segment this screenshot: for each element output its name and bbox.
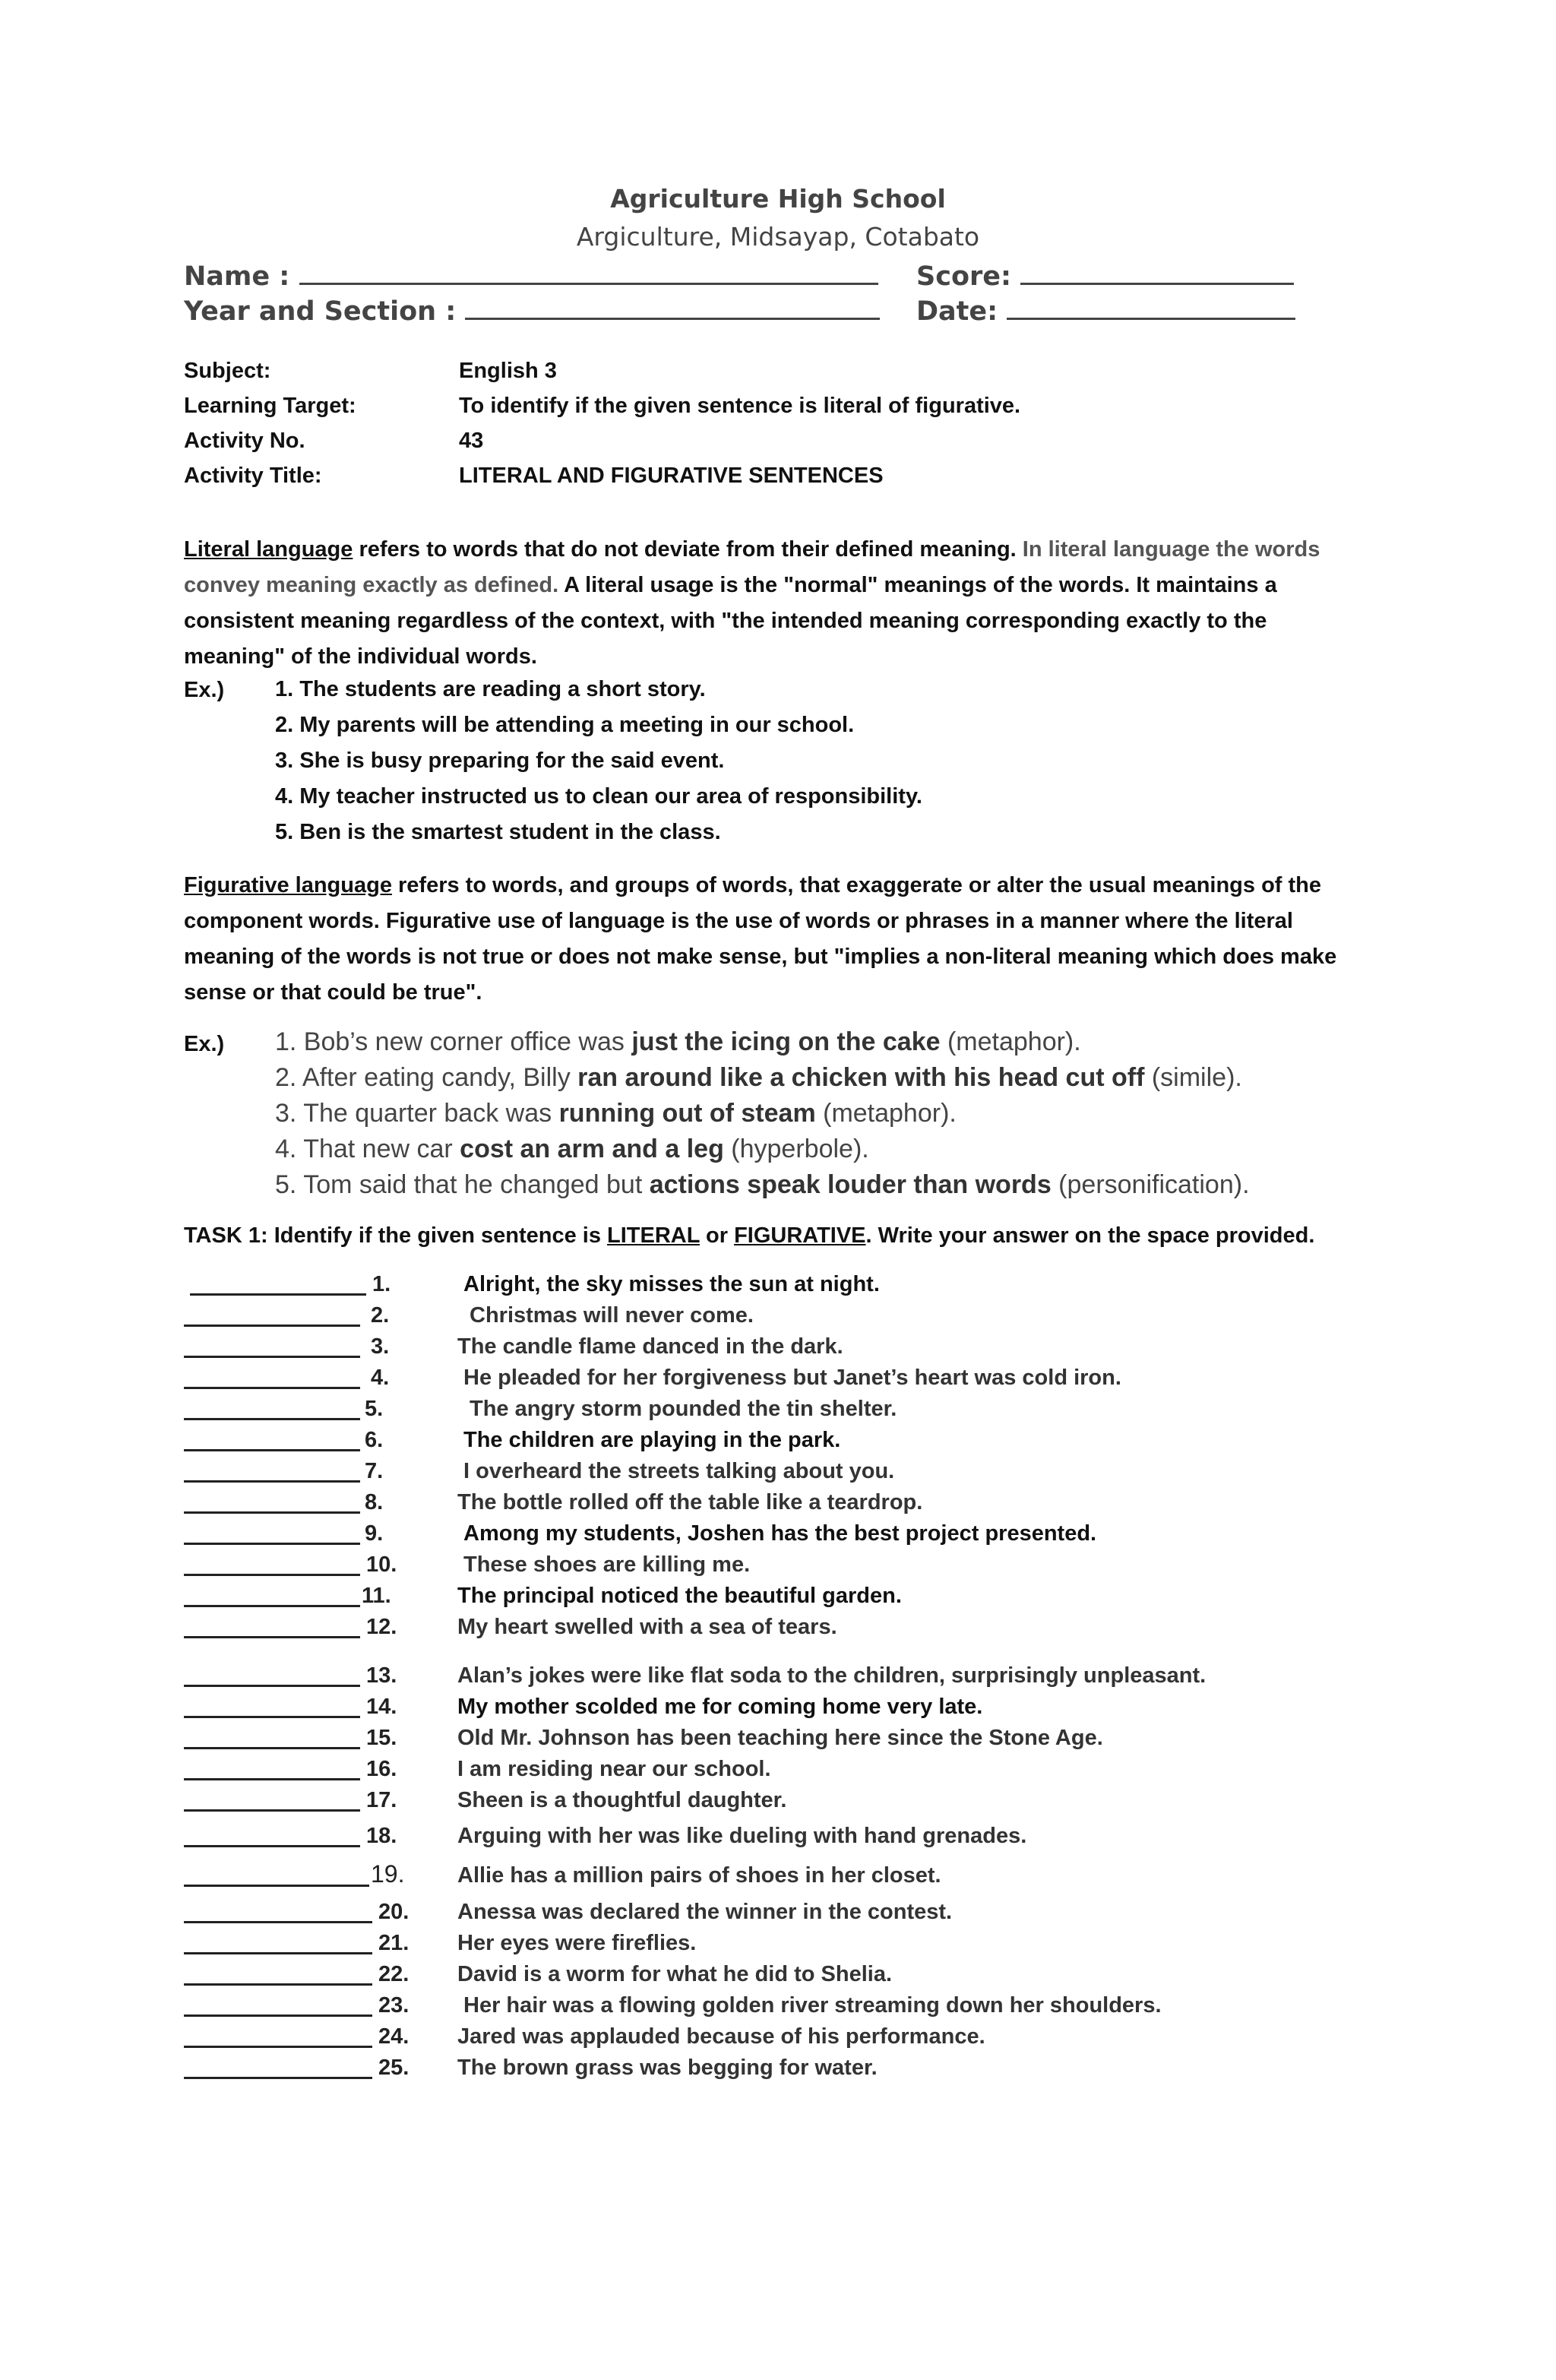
question-row xyxy=(184,1993,1399,2022)
task-instructions xyxy=(184,1223,1399,1249)
question-row xyxy=(184,1860,1399,1892)
answer-line[interactable] xyxy=(190,1293,366,1296)
literal-text-continued: A literal usage is the "normal" meanings of the words. It maintains a consistent meaning regardless of the context, with "the intended meaning corresponding exactly to the meaning" of the individual words. xyxy=(184,573,1277,669)
answer-line[interactable] xyxy=(184,1387,360,1389)
question-row xyxy=(184,1900,1399,1929)
answer-line[interactable] xyxy=(184,2077,372,2079)
literal-ex-label: Ex.) xyxy=(184,678,225,702)
literal-examples xyxy=(275,672,1369,850)
figurative-text: refers to words, and groups of words, that exaggerate or alter the usual meanings of the component words. Figurative use of language is the use of words or phrases in a manner where the literal meaning of the words is not true or does not make sense, but "implies a non-literal meaning which does make sense or that could be true". xyxy=(184,873,1337,1005)
answer-line[interactable] xyxy=(184,1845,360,1847)
answer-line[interactable] xyxy=(184,1778,360,1780)
question-text: He pleaded for her forgiveness but Janet’s heart was cold iron. xyxy=(463,1366,1121,1390)
question-text: Her hair was a flowing golden river streaming down her shoulders. xyxy=(463,1993,1162,2018)
list-item xyxy=(275,1096,1384,1131)
question-row xyxy=(184,1552,1399,1581)
question-number: 7. xyxy=(365,1459,384,1483)
question-text: The children are playing in the park. xyxy=(463,1428,841,1452)
info-row-activity-title xyxy=(184,464,1369,494)
answer-line[interactable] xyxy=(184,1480,360,1483)
question-row xyxy=(184,1428,1399,1457)
info-label: Learning Target: xyxy=(184,394,356,418)
example-type: (metaphor). xyxy=(815,1099,957,1128)
question-text: Anessa was declared the winner in the contest. xyxy=(457,1900,953,1924)
date-blank[interactable] xyxy=(1007,293,1295,320)
question-text: Alan’s jokes were like flat soda to the children, surprisingly unpleasant. xyxy=(457,1663,1207,1688)
question-text: The angry storm pounded the tin shelter. xyxy=(470,1397,897,1421)
question-text: David is a worm for what he did to Shelia. xyxy=(457,1962,893,1986)
question-row xyxy=(184,1824,1399,1853)
score-label: Score: xyxy=(916,261,1011,292)
question-row xyxy=(184,1521,1399,1550)
question-number: 21. xyxy=(378,1931,410,1955)
answer-line[interactable] xyxy=(184,1983,372,1986)
question-number: 14. xyxy=(366,1695,397,1719)
question-text: My mother scolded me for coming home very late. xyxy=(457,1695,983,1719)
year-section-label: Year and Section : xyxy=(184,296,457,327)
example-text: 1. Bob’s new corner office was xyxy=(275,1027,632,1056)
info-value: English 3 xyxy=(459,359,557,383)
literal-term: Literal language xyxy=(184,537,353,562)
question-text: The bottle rolled off the table like a teardrop. xyxy=(457,1490,923,1514)
answer-line[interactable] xyxy=(184,2014,372,2017)
figurative-term: Figurative language xyxy=(184,873,392,897)
question-text: My heart swelled with a sea of tears. xyxy=(457,1615,837,1639)
name-field[interactable] xyxy=(184,258,878,292)
answer-line[interactable] xyxy=(184,1605,360,1607)
name-blank[interactable] xyxy=(299,258,878,285)
info-row-activity-no xyxy=(184,429,1369,459)
question-number: 17. xyxy=(366,1788,397,1812)
date-label: Date: xyxy=(916,296,998,327)
question-row xyxy=(184,1584,1399,1613)
question-row xyxy=(184,1962,1399,1991)
answer-line[interactable] xyxy=(184,1356,360,1358)
example-type: (hyperbole). xyxy=(723,1135,869,1163)
question-number: 11. xyxy=(362,1584,391,1608)
question-text: These shoes are killing me. xyxy=(463,1552,751,1577)
list-item: 1. The students are reading a short story. xyxy=(275,677,706,701)
question-text: I am residing near our school. xyxy=(457,1757,771,1781)
answer-line[interactable] xyxy=(184,1952,372,1954)
question-number: 23. xyxy=(378,1993,410,2018)
question-row xyxy=(184,1490,1399,1519)
example-text: 3. The quarter back was xyxy=(275,1099,559,1128)
question-text: I overheard the streets talking about you. xyxy=(463,1459,895,1483)
date-field[interactable] xyxy=(916,293,1295,327)
year-section-blank[interactable] xyxy=(465,293,880,320)
example-type: (metaphor). xyxy=(940,1027,1081,1056)
answer-line[interactable] xyxy=(184,1716,360,1718)
task-literal-word: LITERAL xyxy=(607,1223,700,1248)
list-item: 2. My parents will be attending a meeting in our school. xyxy=(275,713,855,737)
school-address: Argiculture, Midsayap, Cotabato xyxy=(576,222,980,252)
year-date-row xyxy=(184,293,1324,327)
question-number: 20. xyxy=(378,1900,410,1924)
question-row xyxy=(184,1615,1399,1644)
question-number: 13. xyxy=(366,1663,397,1688)
answer-line[interactable] xyxy=(184,1885,369,1887)
question-row xyxy=(184,2056,1399,2084)
answer-line[interactable] xyxy=(184,2046,372,2048)
answer-line[interactable] xyxy=(184,1809,360,1812)
example-text: 5. Tom said that he changed but xyxy=(275,1170,650,1199)
example-figure: ran around like a chicken with his head cut off xyxy=(577,1063,1145,1092)
task-text: . Write your answer on the space provided. xyxy=(865,1223,1315,1248)
answer-line[interactable] xyxy=(184,1685,360,1687)
question-number: 6. xyxy=(365,1428,384,1452)
task-figurative-word: FIGURATIVE xyxy=(734,1223,866,1248)
question-row xyxy=(184,1726,1399,1755)
list-item: 5. Ben is the smartest student in the class. xyxy=(275,820,721,844)
year-section-field[interactable] xyxy=(184,293,880,327)
info-row-learning-target xyxy=(184,394,1369,424)
answer-line[interactable] xyxy=(184,1574,360,1576)
question-row xyxy=(184,1663,1399,1692)
question-row xyxy=(184,1303,1399,1332)
literal-text-gray: In literal language the words convey meaning exactly as defined. xyxy=(184,537,1320,597)
example-figure: actions speak louder than words xyxy=(649,1170,1052,1199)
question-number: 24. xyxy=(378,2024,410,2049)
question-number: 4. xyxy=(371,1366,390,1390)
score-blank[interactable] xyxy=(1020,258,1294,285)
example-figure: just the icing on the cake xyxy=(631,1027,941,1056)
question-row xyxy=(184,1459,1399,1488)
name-label: Name : xyxy=(184,261,290,292)
list-item xyxy=(275,1131,1384,1167)
info-value: To identify if the given sentence is literal of figurative. xyxy=(459,394,1021,418)
answer-line[interactable] xyxy=(184,1418,360,1420)
question-text: Among my students, Joshen has the best project presented. xyxy=(463,1521,1097,1546)
question-row xyxy=(184,1931,1399,1960)
example-text: 4. That new car xyxy=(275,1135,460,1163)
school-name: Agriculture High School xyxy=(610,184,946,214)
example-type: (personification). xyxy=(1051,1170,1250,1199)
example-type: (simile). xyxy=(1144,1063,1242,1092)
question-number: 8. xyxy=(365,1490,384,1514)
question-row xyxy=(184,1757,1399,1786)
info-label: Subject: xyxy=(184,359,271,383)
list-item: 3. She is busy preparing for the said event. xyxy=(275,748,725,773)
question-number: 3. xyxy=(371,1334,390,1359)
question-text: The principal noticed the beautiful garden. xyxy=(457,1584,902,1608)
list-item xyxy=(275,1024,1384,1060)
question-text: Alright, the sky misses the sun at night. xyxy=(463,1272,880,1296)
example-text: 2. After eating candy, Billy xyxy=(275,1063,578,1092)
question-row xyxy=(184,1334,1399,1363)
task-text: or xyxy=(699,1223,735,1248)
example-figure: cost an arm and a leg xyxy=(460,1135,724,1163)
example-figure: running out of steam xyxy=(558,1099,816,1128)
question-row xyxy=(184,1366,1399,1394)
answer-line[interactable] xyxy=(184,1747,360,1749)
literal-language-paragraph xyxy=(184,532,1369,675)
question-text: Christmas will never come. xyxy=(470,1303,754,1328)
question-text: Sheen is a thoughtful daughter. xyxy=(457,1788,787,1812)
question-number: 1. xyxy=(372,1272,391,1296)
question-row xyxy=(184,1695,1399,1723)
question-number: 18. xyxy=(366,1824,397,1848)
question-number: 25. xyxy=(378,2056,410,2080)
question-text: Arguing with her was like dueling with hand grenades. xyxy=(457,1824,1027,1848)
figurative-examples xyxy=(275,1024,1384,1203)
question-number: 15. xyxy=(366,1726,397,1750)
info-value: 43 xyxy=(459,429,484,453)
list-item: 4. My teacher instructed us to clean our area of responsibility. xyxy=(275,784,922,809)
answer-line[interactable] xyxy=(184,1511,360,1514)
question-text: Her eyes were fireflies. xyxy=(457,1931,697,1955)
question-text: Jared was applauded because of his performance. xyxy=(457,2024,985,2049)
question-text: Old Mr. Johnson has been teaching here since the Stone Age. xyxy=(457,1726,1103,1750)
question-number: 9. xyxy=(365,1521,384,1546)
answer-line[interactable] xyxy=(184,1325,360,1327)
answer-line[interactable] xyxy=(184,1636,360,1638)
info-label: Activity Title: xyxy=(184,464,322,488)
question-number: 10. xyxy=(366,1552,397,1577)
figurative-ex-label: Ex.) xyxy=(184,1032,225,1056)
info-label: Activity No. xyxy=(184,429,305,453)
question-number: 2. xyxy=(371,1303,390,1328)
question-number: 16. xyxy=(366,1757,397,1781)
question-number: 5. xyxy=(365,1397,384,1421)
question-text: Allie has a million pairs of shoes in her closet. xyxy=(457,1863,941,1888)
task-text: TASK 1: Identify if the given sentence is xyxy=(184,1223,608,1248)
question-number: 12. xyxy=(366,1615,397,1639)
answer-line[interactable] xyxy=(184,1449,360,1451)
name-score-row xyxy=(184,258,1324,292)
info-value: LITERAL AND FIGURATIVE SENTENCES xyxy=(459,464,884,488)
score-field[interactable] xyxy=(916,258,1294,292)
figurative-language-paragraph xyxy=(184,868,1369,1011)
question-number: 19. xyxy=(371,1860,405,1888)
question-text: The candle flame danced in the dark. xyxy=(457,1334,843,1359)
info-row-subject xyxy=(184,359,1369,389)
question-row xyxy=(184,1788,1399,1817)
question-number: 22. xyxy=(378,1962,410,1986)
question-row xyxy=(184,2024,1399,2053)
list-item xyxy=(275,1060,1384,1096)
answer-line[interactable] xyxy=(184,1921,372,1923)
answer-line[interactable] xyxy=(184,1543,360,1545)
question-row xyxy=(184,1272,1399,1301)
list-item xyxy=(275,1167,1384,1203)
question-text: The brown grass was begging for water. xyxy=(457,2056,878,2080)
question-row xyxy=(184,1397,1399,1426)
literal-text: refers to words that do not deviate from their defined meaning. xyxy=(353,537,1023,562)
